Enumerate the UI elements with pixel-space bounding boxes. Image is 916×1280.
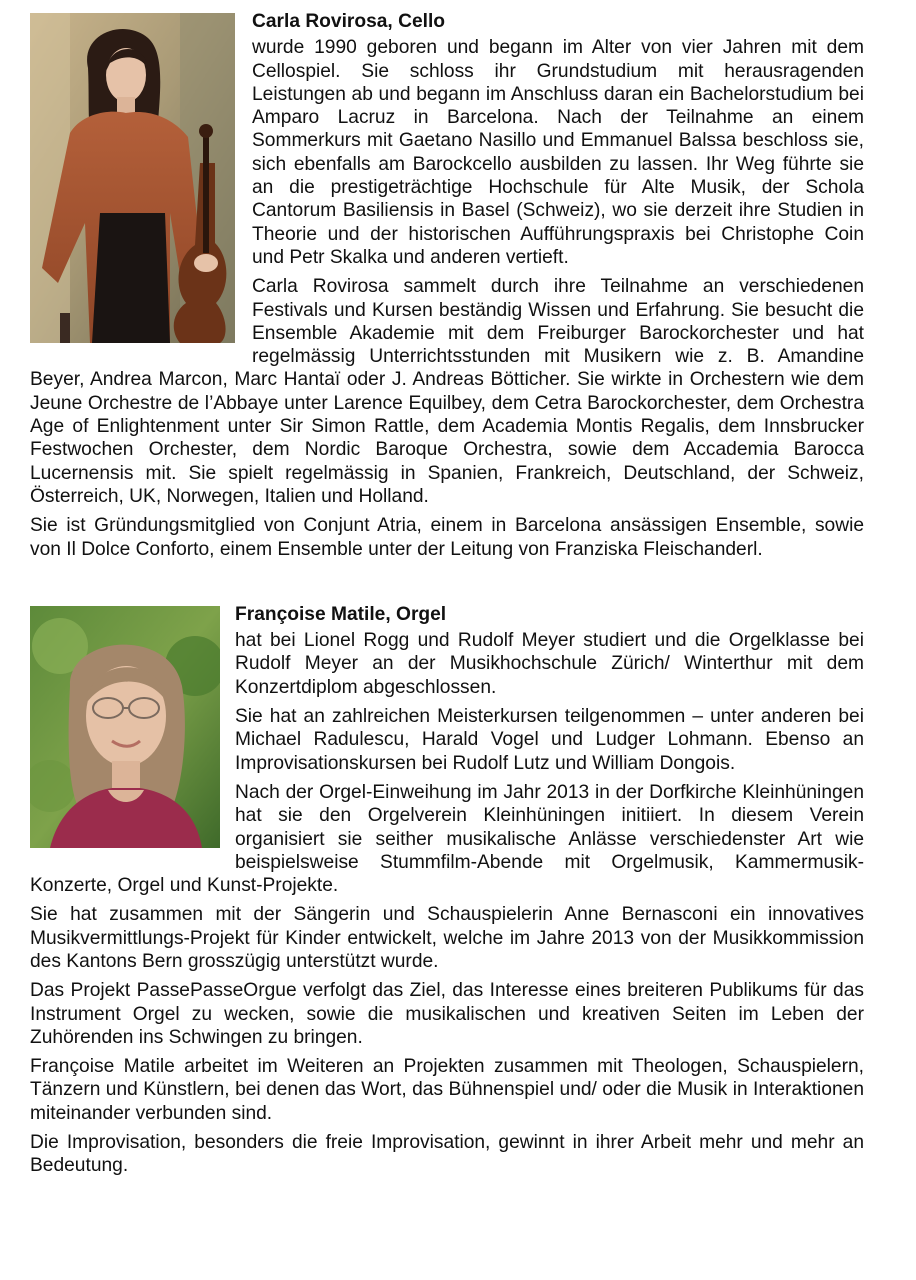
bio-paragraph: Françoise Matile arbeitet im Weiteren an Projekten zusammen mit Theologen, Schauspielern, Tänzern und Künstlern, bei denen das Wort, das Bühnenspiel und/ oder die Musik in Interaktionen miteinander verbunden sind. bbox=[30, 1056, 864, 1124]
bio-carla-rovirosa bbox=[30, 10, 864, 567]
bio-paragraph: Nach der Orgel-Einweihung im Jahr 2013 in der Dorfkirche Kleinhüningen hat sie den Orgelverein Kleinhüningen initiiert. In diesem Verein organisiert sie seither musikalische Anlässe verschiedenster Art wie beispielsweise Stummfilm-Abende mit Orgelmusik, Kammermusik-Konzerte, Orgel und Kunst-Projekte. bbox=[30, 781, 864, 897]
bio-paragraph: Sie hat zusammen mit der Sängerin und Schauspielerin Anne Bernasconi ein innovatives Musikvermittlungs-Projekt für Kinder entwickelt, welche im Jahre 2013 von der Musikkommission des Kantons Bern grosszügig unterstützt wurde. bbox=[30, 904, 864, 972]
bio-paragraph: wurde 1990 geboren und begann im Alter von vier Jahren mit dem Cellospiel. Sie schloss ihr Grundstudium mit herausragenden Leistungen ab und begann im Anschluss daran ein Bachelorstudium bei Amparo Lacruz in Barcelona. Nach der Teilnahme an einem Sommerkurs mit Gaetano Nasillo und Emmanuel Balssa beschloss sie, sich ebenfalls am Barockcello ausbilden zu lassen. Ihr Weg führte sie an die prestigeträchtige Hochschule für Alte Musik, der Schola Cantorum Basiliensis in Basel (Schweiz), wo sie derzeit ihre Studien in Theorie und der historischen Aufführungspraxis bei Christophe Coin und Petr Skalka und anderen vertieft. bbox=[252, 37, 864, 268]
bio-paragraph: Sie ist Gründungsmitglied von Conjunt Atria, einem in Barcelona ansässigen Ensemble, sowie von Il Dolce Conforto, einem Ensemble unter der Leitung von Franziska Fleischanderl. bbox=[30, 515, 864, 560]
bio-paragraph: Die Improvisation, besonders die freie Improvisation, gewinnt in ihrer Arbeit mehr und mehr an Bedeutung. bbox=[30, 1132, 864, 1177]
bio-heading: Françoise Matile, Orgel bbox=[235, 603, 447, 625]
bio-paragraph: Das Projekt PassePasseOrgue verfolgt das Ziel, das Interesse eines breiteren Publikums für das Instrument Orgel zu wecken, sowie die musikalischen und kreativen Seiten im Leben der Zuhörenden ins Schwingen zu bringen. bbox=[30, 980, 864, 1048]
bio-paragraph: hat bei Lionel Rogg und Rudolf Meyer studiert und die Orgelklasse bei Rudolf Meyer an der Musikhochschule Zürich/ Winterthur mit dem Konzertdiplom abgeschlossen. bbox=[235, 630, 864, 698]
bio-paragraph: Sie hat an zahlreichen Meisterkursen teilgenommen – unter anderen bei Michael Radulescu, Harald Vogel und Ludger Lohmann. Ebenso an Improvisationskursen bei Rudolf Lutz und William Dongois. bbox=[235, 706, 864, 774]
portrait-organist-photo bbox=[30, 606, 220, 848]
bio-francoise-matile bbox=[30, 603, 864, 1184]
bio-paragraph: Carla Rovirosa sammelt durch ihre Teilnahme an verschiedenen Festivals und Kursen beständig Wissen und Erfahrung. Sie besucht die Ensemble Akademie mit dem Freiburger Barockorchester und hat regelmässig Unterrichtsstunden mit Musikern wie z. B. Amandine Beyer, Andrea Marcon, Marc Hantaï oder J. Andreas Bötticher. Sie wirkte in Orchestern wie dem Jeune Orchestre de l’Abbaye unter Larence Equilbey, dem Cetra Barockorchester, dem Orchestra Age of Enlightenment unter Sir Simon Rattle, dem Academia Montis Regalis, dem Innsbrucker Festwochen Orchester, dem Nordic Baroque Orchestra, sowie dem Accademia Barocca Lucernensis mit. Sie spielt regelmässig in Spanien, Frankreich, Deutschland, der Schweiz, Österreich, UK, Norwegen, Italien und Holland. bbox=[30, 276, 864, 507]
portrait-cellist-photo bbox=[30, 13, 235, 343]
bio-heading: Carla Rovirosa, Cello bbox=[252, 11, 446, 32]
document-page bbox=[30, 10, 864, 1184]
